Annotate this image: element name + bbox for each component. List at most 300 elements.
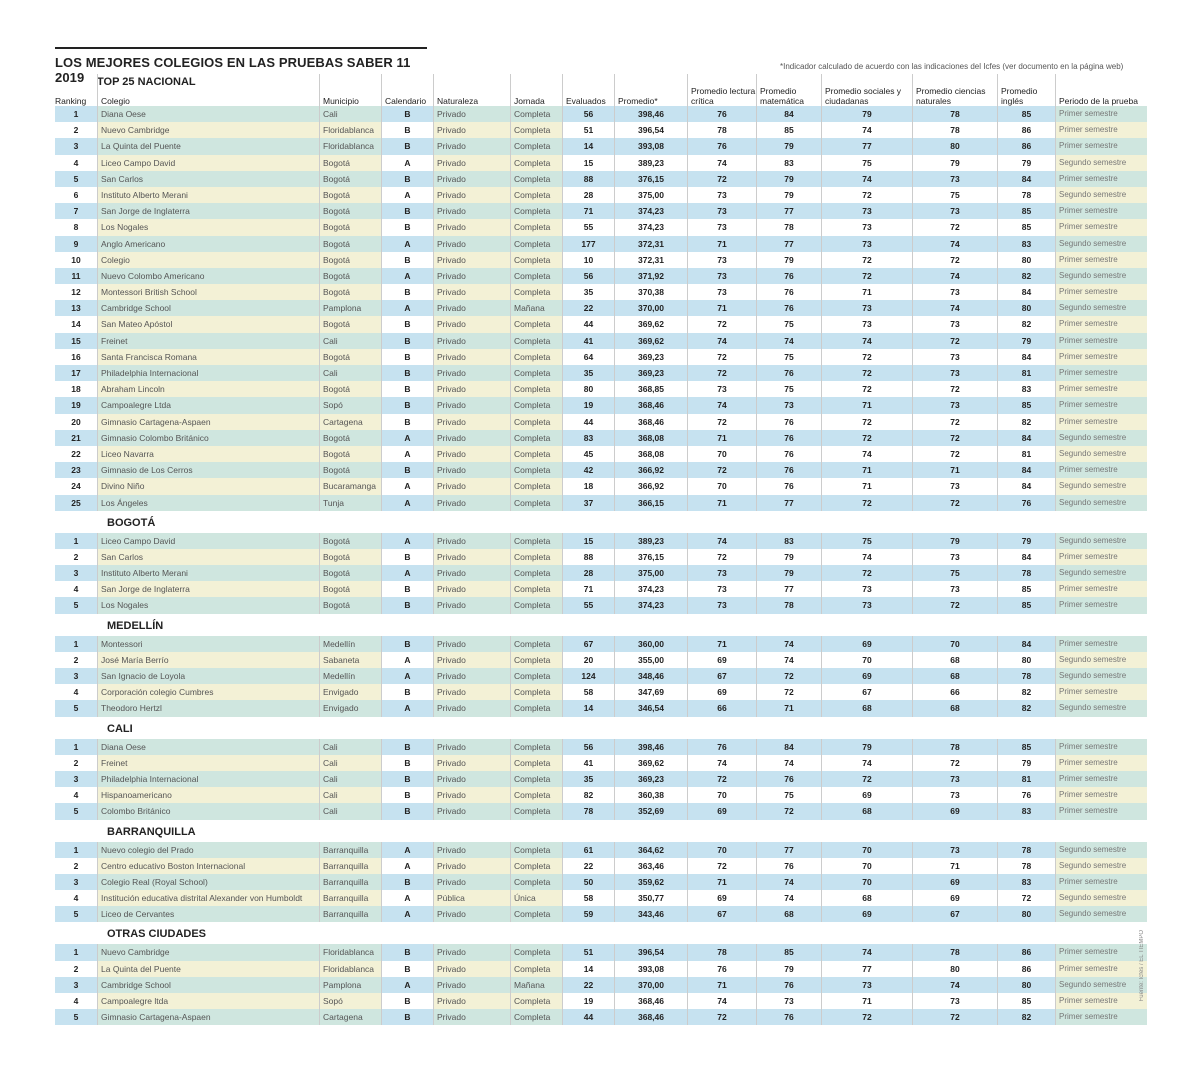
cell-periodo: Segundo semestre [1055,155,1147,171]
cell-ingles: 82 [997,1009,1055,1025]
cell-rank: 9 [73,238,79,249]
cell-evaluados: 41 [562,755,614,771]
cell-evaluados: 56 [562,106,614,122]
cell-municipio: Bogotá [319,533,381,549]
cell-colegio: Philadelphia Internacional [97,771,319,787]
cell-ingles: 85 [997,106,1055,122]
cell-sociales: 75 [821,155,912,171]
cell-lectura: 71 [687,874,756,890]
cell-municipio: Floridablanca [319,944,381,960]
cell-naturales: 70 [912,636,997,652]
cell-calendario: A [381,700,433,716]
cell-sociales: 74 [821,333,912,349]
cell-periodo: Primer semestre [1055,874,1147,890]
table-row [55,122,1147,138]
cell-lectura: 73 [687,219,756,235]
cell-evaluados: 35 [562,284,614,300]
cell-calendario: B [381,365,433,381]
cell-calendario: B [381,597,433,613]
cell-calendario: B [381,203,433,219]
cell-calendario: B [381,316,433,332]
cell-naturales: 75 [912,187,997,203]
cell-ingles: 80 [997,300,1055,316]
cell-rank: 2 [73,963,79,974]
table-row [55,478,1147,494]
cell-calendario: B [381,462,433,478]
cell-colegio: Nuevo Cambridge [97,122,319,138]
cell-sociales: 72 [821,349,912,365]
cell-lectura: 74 [687,155,756,171]
cell-municipio: Cartagena [319,414,381,430]
cell-naturales: 72 [912,1009,997,1025]
cell-rank: 25 [71,497,81,508]
cell-jornada: Completa [510,700,562,716]
table-row [55,381,1147,397]
cell-naturales: 72 [912,755,997,771]
cell-naturaleza: Privado [433,252,510,268]
cell-naturaleza: Privado [433,138,510,154]
cell-matematica: 79 [756,171,821,187]
cell-ingles: 78 [997,858,1055,874]
cell-ingles: 83 [997,803,1055,819]
cell-jornada: Completa [510,1009,562,1025]
cell-promedio: 364,62 [614,842,687,858]
cell-promedio: 369,62 [614,755,687,771]
cell-naturaleza: Privado [433,906,510,922]
cell-rank: 5 [73,600,79,611]
table-row [55,755,1147,771]
cell-ingles: 79 [997,533,1055,549]
footnote: *Indicador calculado de acuerdo con las indicaciones del Icfes (ver documento en la página web) [780,62,1124,71]
cell-rank: 4 [73,893,79,904]
cell-rank: 22 [71,448,81,459]
cell-jornada: Completa [510,581,562,597]
table-row [55,977,1147,993]
cell-colegio: San Carlos [97,549,319,565]
cell-calendario: A [381,430,433,446]
table-row [55,349,1147,365]
cell-calendario: B [381,549,433,565]
cell-jornada: Completa [510,381,562,397]
cell-ingles: 79 [997,755,1055,771]
cell-periodo: Primer semestre [1055,597,1147,613]
cell-ingles: 80 [997,977,1055,993]
table-row [55,462,1147,478]
cell-promedio: 374,23 [614,219,687,235]
cell-colegio: Campoalegre ltda [97,993,319,1009]
cell-naturales: 78 [912,122,997,138]
cell-sociales: 71 [821,284,912,300]
cell-sociales: 74 [821,755,912,771]
cell-municipio: Floridablanca [319,122,381,138]
cell-matematica: 79 [756,961,821,977]
cell-rank: 18 [71,384,81,395]
cell-sociales: 69 [821,668,912,684]
cell-matematica: 83 [756,155,821,171]
cell-jornada: Completa [510,462,562,478]
cell-periodo: Primer semestre [1055,397,1147,413]
cell-naturales: 67 [912,906,997,922]
cell-calendario: B [381,284,433,300]
cell-naturales: 69 [912,803,997,819]
cell-periodo: Primer semestre [1055,316,1147,332]
cell-colegio: San Ignacio de Loyola [97,668,319,684]
cell-promedio: 360,00 [614,636,687,652]
cell-sociales: 69 [821,787,912,803]
cell-ingles: 72 [997,890,1055,906]
cell-naturales: 69 [912,890,997,906]
cell-colegio: Instituto Alberto Merani [97,565,319,581]
cell-colegio: Diana Oese [97,739,319,755]
cell-calendario: A [381,187,433,203]
cell-promedio: 375,00 [614,565,687,581]
table-row [55,890,1147,906]
cell-evaluados: 45 [562,446,614,462]
cell-evaluados: 14 [562,138,614,154]
cell-municipio: Sabaneta [319,652,381,668]
cell-calendario: A [381,858,433,874]
cell-sociales: 72 [821,430,912,446]
cell-municipio: Bogotá [319,565,381,581]
cell-promedio: 366,15 [614,495,687,511]
cell-naturaleza: Privado [433,581,510,597]
cell-evaluados: 55 [562,597,614,613]
cell-sociales: 74 [821,122,912,138]
cell-lectura: 71 [687,636,756,652]
cell-colegio: Institución educativa distrital Alexander von Humboldt [97,890,319,906]
cell-naturales: 80 [912,961,997,977]
cell-naturales: 73 [912,397,997,413]
cell-colegio: Divino Niño [97,478,319,494]
cell-jornada: Completa [510,565,562,581]
cell-naturaleza: Privado [433,993,510,1009]
cell-matematica: 74 [756,890,821,906]
cell-matematica: 76 [756,478,821,494]
cell-periodo: Primer semestre [1055,219,1147,235]
cell-municipio: Cali [319,771,381,787]
cell-municipio: Bogotá [319,268,381,284]
cell-jornada: Completa [510,858,562,874]
table-row [55,803,1147,819]
cell-promedio: 389,23 [614,533,687,549]
cell-matematica: 71 [756,700,821,716]
cell-lectura: 73 [687,203,756,219]
cell-naturaleza: Privado [433,652,510,668]
table-row [55,684,1147,700]
cell-naturales: 73 [912,581,997,597]
cell-evaluados: 51 [562,122,614,138]
cell-jornada: Completa [510,668,562,684]
cell-municipio: Bogotá [319,236,381,252]
cell-naturaleza: Privado [433,739,510,755]
cell-periodo: Primer semestre [1055,944,1147,960]
cell-municipio: Medellín [319,636,381,652]
cell-promedio: 369,23 [614,365,687,381]
cell-jornada: Completa [510,446,562,462]
cell-periodo: Primer semestre [1055,803,1147,819]
cell-evaluados: 44 [562,1009,614,1025]
cell-promedio: 369,62 [614,333,687,349]
header-jornada: Jornada [510,74,562,106]
table-header [55,74,1147,106]
table-row [55,700,1147,716]
cell-periodo: Primer semestre [1055,993,1147,1009]
cell-lectura: 76 [687,138,756,154]
cell-ingles: 85 [997,397,1055,413]
cell-naturales: 78 [912,106,997,122]
cell-promedio: 359,62 [614,874,687,890]
cell-evaluados: 44 [562,414,614,430]
cell-matematica: 84 [756,106,821,122]
cell-matematica: 75 [756,381,821,397]
cell-jornada: Completa [510,636,562,652]
table-row [55,138,1147,154]
cell-lectura: 72 [687,349,756,365]
cell-municipio: Barranquilla [319,874,381,890]
cell-jornada: Completa [510,284,562,300]
cell-matematica: 79 [756,138,821,154]
cell-municipio: Cali [319,333,381,349]
cell-promedio: 366,92 [614,478,687,494]
cell-colegio: Anglo Americano [97,236,319,252]
cell-periodo: Primer semestre [1055,771,1147,787]
cell-naturaleza: Privado [433,333,510,349]
cell-promedio: 398,46 [614,106,687,122]
cell-matematica: 74 [756,636,821,652]
cell-evaluados: 51 [562,944,614,960]
cell-jornada: Completa [510,430,562,446]
cell-matematica: 72 [756,684,821,700]
cell-ingles: 80 [997,906,1055,922]
cell-naturales: 73 [912,478,997,494]
cell-matematica: 76 [756,1009,821,1025]
cell-naturales: 72 [912,446,997,462]
cell-colegio: Philadelphia Internacional [97,365,319,381]
cell-municipio: Bogotá [319,187,381,203]
cell-municipio: Floridablanca [319,961,381,977]
cell-rank: 7 [73,206,79,217]
cell-jornada: Completa [510,478,562,494]
header-colegio: Colegio [97,74,319,106]
cell-ingles: 84 [997,636,1055,652]
cell-periodo: Primer semestre [1055,381,1147,397]
cell-matematica: 77 [756,842,821,858]
cell-sociales: 72 [821,187,912,203]
cell-periodo: Primer semestre [1055,581,1147,597]
header-lectura: Promedio lectura crítica [687,74,756,106]
cell-naturaleza: Privado [433,565,510,581]
cell-municipio: Envigado [319,700,381,716]
cell-rank: 3 [73,773,79,784]
cell-matematica: 74 [756,755,821,771]
cell-evaluados: 55 [562,219,614,235]
table-row [55,993,1147,1009]
cell-ingles: 85 [997,203,1055,219]
table-row [55,842,1147,858]
cell-matematica: 79 [756,565,821,581]
section-title [55,511,1147,533]
cell-sociales: 71 [821,478,912,494]
cell-lectura: 73 [687,252,756,268]
cell-promedio: 398,46 [614,739,687,755]
cell-evaluados: 56 [562,268,614,284]
cell-rank: 2 [73,757,79,768]
cell-colegio: Montessori British School [97,284,319,300]
cell-ingles: 82 [997,316,1055,332]
cell-matematica: 78 [756,219,821,235]
cell-rank: 20 [71,416,81,427]
cell-sociales: 71 [821,462,912,478]
cell-jornada: Completa [510,787,562,803]
cell-sociales: 70 [821,652,912,668]
cell-periodo: Segundo semestre [1055,187,1147,203]
cell-colegio: Theodoro Hertzl [97,700,319,716]
cell-matematica: 79 [756,252,821,268]
cell-promedio: 368,08 [614,446,687,462]
cell-sociales: 74 [821,446,912,462]
cell-periodo: Primer semestre [1055,284,1147,300]
cell-calendario: B [381,771,433,787]
cell-rank: 1 [73,741,79,752]
cell-colegio: Nuevo Cambridge [97,944,319,960]
cell-rank: 4 [73,157,79,168]
cell-municipio: Bogotá [319,597,381,613]
cell-naturales: 73 [912,365,997,381]
cell-lectura: 74 [687,755,756,771]
section-title-label: CALI [107,722,133,735]
cell-lectura: 72 [687,858,756,874]
cell-colegio: La Quinta del Puente [97,961,319,977]
cell-naturaleza: Privado [433,977,510,993]
cell-calendario: B [381,581,433,597]
cell-matematica: 74 [756,652,821,668]
cell-calendario: B [381,961,433,977]
cell-calendario: B [381,106,433,122]
table-row [55,581,1147,597]
cell-promedio: 374,23 [614,597,687,613]
cell-municipio: Bogotá [319,446,381,462]
cell-municipio: Bogotá [319,316,381,332]
cell-matematica: 72 [756,803,821,819]
cell-naturales: 75 [912,565,997,581]
table-row [55,961,1147,977]
cell-lectura: 72 [687,316,756,332]
cell-jornada: Completa [510,771,562,787]
cell-evaluados: 71 [562,203,614,219]
cell-evaluados: 42 [562,462,614,478]
cell-rank: 17 [71,368,81,378]
cell-naturales: 73 [912,203,997,219]
table-row [55,106,1147,122]
cell-jornada: Completa [510,842,562,858]
cell-sociales: 73 [821,977,912,993]
cell-naturaleza: Privado [433,414,510,430]
cell-matematica: 77 [756,495,821,511]
cell-naturaleza: Privado [433,349,510,365]
cell-matematica: 77 [756,203,821,219]
table-row [55,652,1147,668]
cell-promedio: 396,54 [614,122,687,138]
cell-jornada: Completa [510,122,562,138]
cell-sociales: 73 [821,597,912,613]
cell-promedio: 376,15 [614,171,687,187]
cell-periodo: Segundo semestre [1055,268,1147,284]
cell-matematica: 74 [756,874,821,890]
cell-calendario: B [381,944,433,960]
cell-jornada: Completa [510,549,562,565]
cell-naturaleza: Privado [433,219,510,235]
cell-rank: 3 [73,141,79,152]
cell-calendario: A [381,652,433,668]
section-title [55,820,1147,842]
cell-rank: 11 [71,270,81,281]
cell-ingles: 85 [997,219,1055,235]
cell-calendario: B [381,219,433,235]
table-row [55,1009,1147,1025]
cell-naturaleza: Privado [433,771,510,787]
cell-promedio: 396,54 [614,944,687,960]
cell-ingles: 85 [997,581,1055,597]
cell-rank: 16 [71,351,81,362]
page-title: LOS MEJORES COLEGIOS EN LAS PRUEBAS SABER 11 2019 [55,47,427,85]
header-naturaleza: Naturaleza [433,74,510,106]
cell-naturaleza: Privado [433,700,510,716]
cell-municipio: Sopó [319,397,381,413]
cell-evaluados: 67 [562,636,614,652]
cell-colegio: Colegio Real (Royal School) [97,874,319,890]
table-row [55,333,1147,349]
cell-sociales: 74 [821,944,912,960]
cell-promedio: 355,00 [614,652,687,668]
cell-evaluados: 15 [562,155,614,171]
cell-calendario: A [381,446,433,462]
cell-naturales: 73 [912,349,997,365]
header-evaluados: Evaluados [562,74,614,106]
cell-evaluados: 28 [562,187,614,203]
cell-jornada: Completa [510,252,562,268]
cell-naturales: 79 [912,155,997,171]
cell-periodo: Segundo semestre [1055,906,1147,922]
cell-lectura: 72 [687,171,756,187]
cell-naturales: 72 [912,381,997,397]
cell-calendario: B [381,684,433,700]
cell-promedio: 368,46 [614,1009,687,1025]
table-row [55,787,1147,803]
cell-ingles: 84 [997,462,1055,478]
cell-sociales: 71 [821,397,912,413]
cell-naturaleza: Privado [433,381,510,397]
cell-rank: 6 [73,189,79,200]
cell-matematica: 76 [756,414,821,430]
cell-sociales: 74 [821,549,912,565]
cell-naturales: 68 [912,668,997,684]
cell-lectura: 73 [687,597,756,613]
cell-matematica: 73 [756,397,821,413]
cell-calendario: A [381,533,433,549]
cell-jornada: Completa [510,203,562,219]
cell-lectura: 74 [687,993,756,1009]
cell-periodo: Segundo semestre [1055,478,1147,494]
cell-naturales: 72 [912,219,997,235]
table-row [55,495,1147,511]
cell-evaluados: 83 [562,430,614,446]
cell-promedio: 347,69 [614,684,687,700]
cell-sociales: 70 [821,842,912,858]
cell-rank: 1 [73,947,79,958]
cell-lectura: 72 [687,549,756,565]
cell-periodo: Segundo semestre [1055,652,1147,668]
cell-rank: 5 [73,173,79,184]
